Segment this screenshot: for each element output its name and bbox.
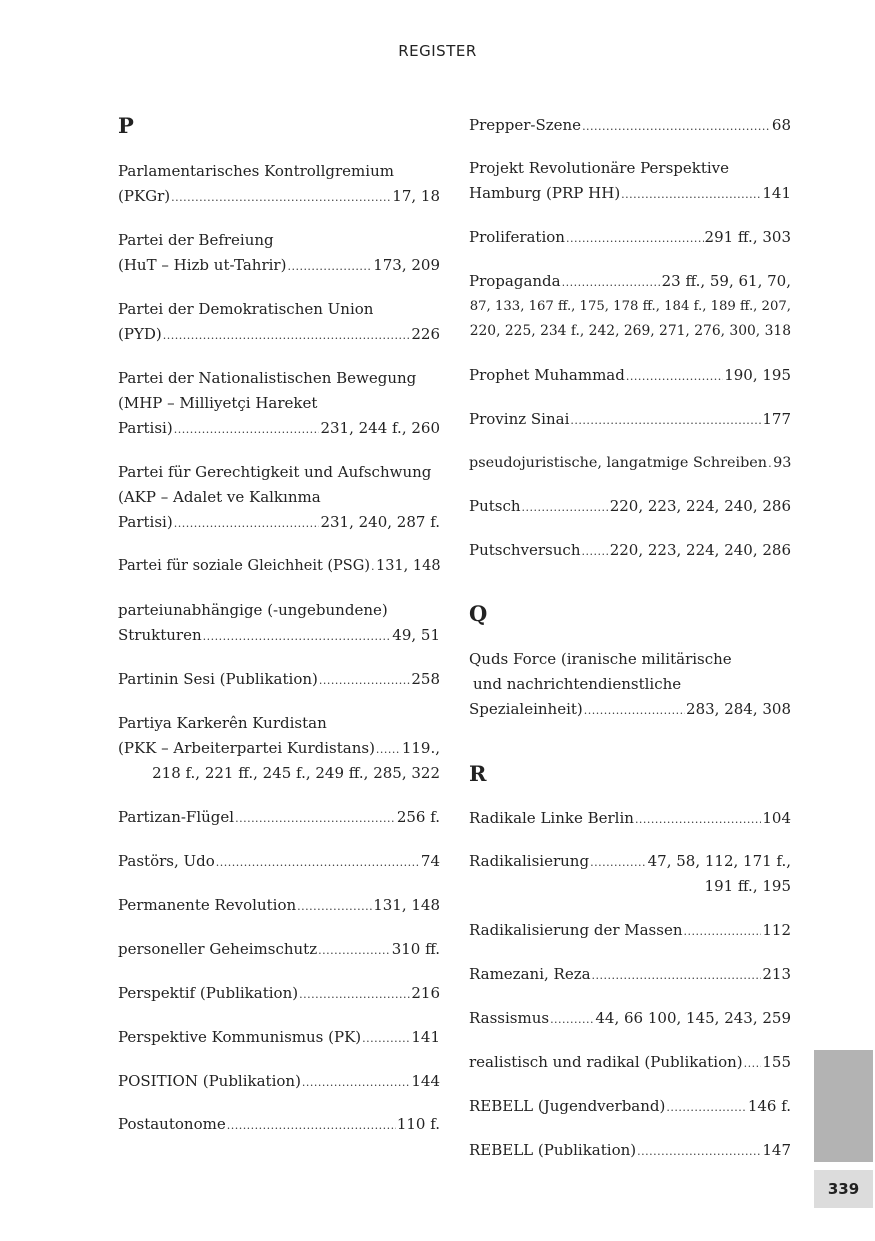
index-entry: Partei für Gerechtigkeit und Aufschwung (AKP – Adalet ve Kalkınma Partisi) ..... 231, 240, 287 f. (118, 460, 440, 535)
page-ref: 112 (762, 921, 791, 939)
index-entry: realistisch und radikal (Publikation) ..... 155 (469, 1050, 791, 1075)
page-ref: 68 (771, 116, 791, 134)
page-ref: 131, 148 (375, 558, 441, 574)
page-ref: 87, 133, 167 ff., 175, 178 ff., 184 f., 189 ff., 207, (469, 299, 791, 314)
index-entry: Perspektif (Publikation) ..... 216 (118, 981, 440, 1006)
index-entry: REBELL (Publikation) ..... 147 (469, 1138, 791, 1163)
page-ref: 310 ff. (391, 940, 440, 958)
index-entry: Propaganda ..... 23 ff., 59, 61, 70, 87, 133, 167 ff., 175, 178 ff., 184 f., 189 ff., 207, 220, 225, 234 f., 242, 269, 271, 276, 300, 318 (469, 269, 791, 344)
page-ref: 47, 58, 112, 171 f., (647, 852, 791, 870)
index-entry: pseudojuristische, langatmige Schreiben ..... 93 (469, 451, 791, 476)
page-ref: 147 (762, 1141, 791, 1159)
page-ref: 220, 223, 224, 240, 286 (609, 497, 791, 515)
section-letter: R (469, 761, 487, 786)
index-entry: Provinz Sinai ..... 177 (469, 407, 791, 432)
index-entry: Rassismus ..... 44, 66 100, 145, 243, 259 (469, 1006, 791, 1031)
page-ref: 173, 209 (373, 256, 440, 274)
thumb-index-tab (814, 1050, 873, 1162)
index-entry: parteiunabhängige (-ungebundene) Strukturen ..... 49, 51 (118, 598, 440, 648)
index-entry: Postautonome ..... 110 f. (118, 1112, 440, 1137)
page-ref: 220, 225, 234 f., 242, 269, 271, 276, 300, 318 (469, 323, 791, 339)
page-ref: 177 (762, 410, 791, 428)
page-ref: 49, 51 (392, 626, 440, 644)
index-entry: POSITION (Publikation) ..... 144 (118, 1069, 440, 1094)
section-letter: Q (469, 601, 488, 626)
page-ref: 220, 223, 224, 240, 286 (609, 541, 791, 559)
page-ref: 110 f. (396, 1115, 440, 1133)
page-ref: 119., (401, 739, 440, 757)
page-ref: 191 ff., 195 (704, 877, 791, 895)
page-ref: 231, 244 f., 260 (320, 419, 440, 437)
index-entry: Radikale Linke Berlin ..... 104 (469, 806, 791, 831)
index-entry: Perspektive Kommunismus (PK) ..... 141 (118, 1025, 440, 1050)
page-ref: 155 (762, 1053, 791, 1071)
page-ref: 23 ff., 59, 61, 70, (661, 272, 791, 290)
page-ref: 256 f. (396, 808, 440, 826)
index-entry: Partei für soziale Gleichheit (PSG) ..... 131, 148 (118, 554, 440, 579)
index-entry: Prophet Muhammad ..... 190, 195 (469, 363, 791, 388)
index-entry: Radikalisierung der Massen ..... 112 (469, 918, 791, 943)
page-ref: 104 (762, 809, 791, 827)
index-entry: Proliferation ..... 291 ff., 303 (469, 225, 791, 250)
page-ref: 231, 240, 287 f. (320, 513, 440, 531)
page-ref: 190, 195 (724, 366, 791, 384)
index-entry: Pastörs, Udo ..... 74 (118, 849, 440, 874)
index-entry: Partei der Nationalistischen Bewegung (MHP – Milliyetçi Hareket Partisi) ..... 231, 244 f., 260 (118, 366, 440, 441)
index-entry: personeller Geheimschutz ..... 310 ff. (118, 937, 440, 962)
page-ref: 141 (762, 184, 791, 202)
page-ref: 93 (773, 455, 792, 471)
page-ref: 44, 66 100, 145, 243, 259 (595, 1009, 791, 1027)
page-ref: 141 (411, 1028, 440, 1046)
index-entry: Partizan-Flügel ..... 256 f. (118, 805, 440, 830)
index-entry: Partei der Befreiung (HuT – Hizb ut-Tahrir) ..... 173, 209 (118, 228, 440, 278)
page-ref: 216 (411, 984, 440, 1002)
page-ref: 283, 284, 308 (686, 700, 791, 718)
page-ref: 226 (411, 325, 440, 343)
page-ref: 218 f., 221 ff., 245 f., 249 ff., 285, 322 (152, 764, 440, 782)
page-ref: 17, 18 (392, 187, 440, 205)
index-entry: Partei der Demokratischen Union (PYD) ..... 226 (118, 297, 440, 347)
index-entry: Putsch ..... 220, 223, 224, 240, 286 (469, 494, 791, 519)
index-entry: Parlamentarisches Kontrollgremium (PKGr) ..... 17, 18 (118, 159, 440, 209)
index-entry: Ramezani, Reza ..... 213 (469, 962, 791, 987)
index-entry: Permanente Revolution ..... 131, 148 (118, 893, 440, 918)
index-entry: Prepper-Szene ..... 68 (469, 113, 791, 138)
index-entry: Quds Force (iranische militärische und nachrichtendienstliche Spezialeinheit) ..... 283, 284, 308 (469, 647, 791, 722)
page-ref: 291 ff., 303 (704, 228, 791, 246)
page-ref: 144 (411, 1072, 440, 1090)
index-entry: Radikalisierung ..... 47, 58, 112, 171 f., 191 ff., 195 (469, 849, 791, 899)
page-header: REGISTER (398, 42, 477, 60)
index-entry: Partiya Karkerên Kurdistan (PKK – Arbeiterpartei Kurdistans) ..... 119., 218 f., 221 ff., 245 f., 249 ff., 285, 322 (118, 711, 440, 786)
index-entry: Partinin Sesi (Publikation) ..... 258 (118, 667, 440, 692)
page-ref: 74 (420, 852, 440, 870)
page-ref: 258 (411, 670, 440, 688)
index-entry: Projekt Revolutionäre Perspektive Hamburg (PRP HH) ..... 141 (469, 156, 791, 206)
index-entry: Putschversuch ..... 220, 223, 224, 240, 286 (469, 538, 791, 563)
page-ref: 213 (762, 965, 791, 983)
section-letter: P (118, 113, 134, 138)
page-number: 339 (814, 1170, 873, 1208)
index-entry: REBELL (Jugendverband) ..... 146 f. (469, 1094, 791, 1119)
page-ref: 131, 148 (373, 896, 440, 914)
page-ref: 146 f. (747, 1097, 791, 1115)
